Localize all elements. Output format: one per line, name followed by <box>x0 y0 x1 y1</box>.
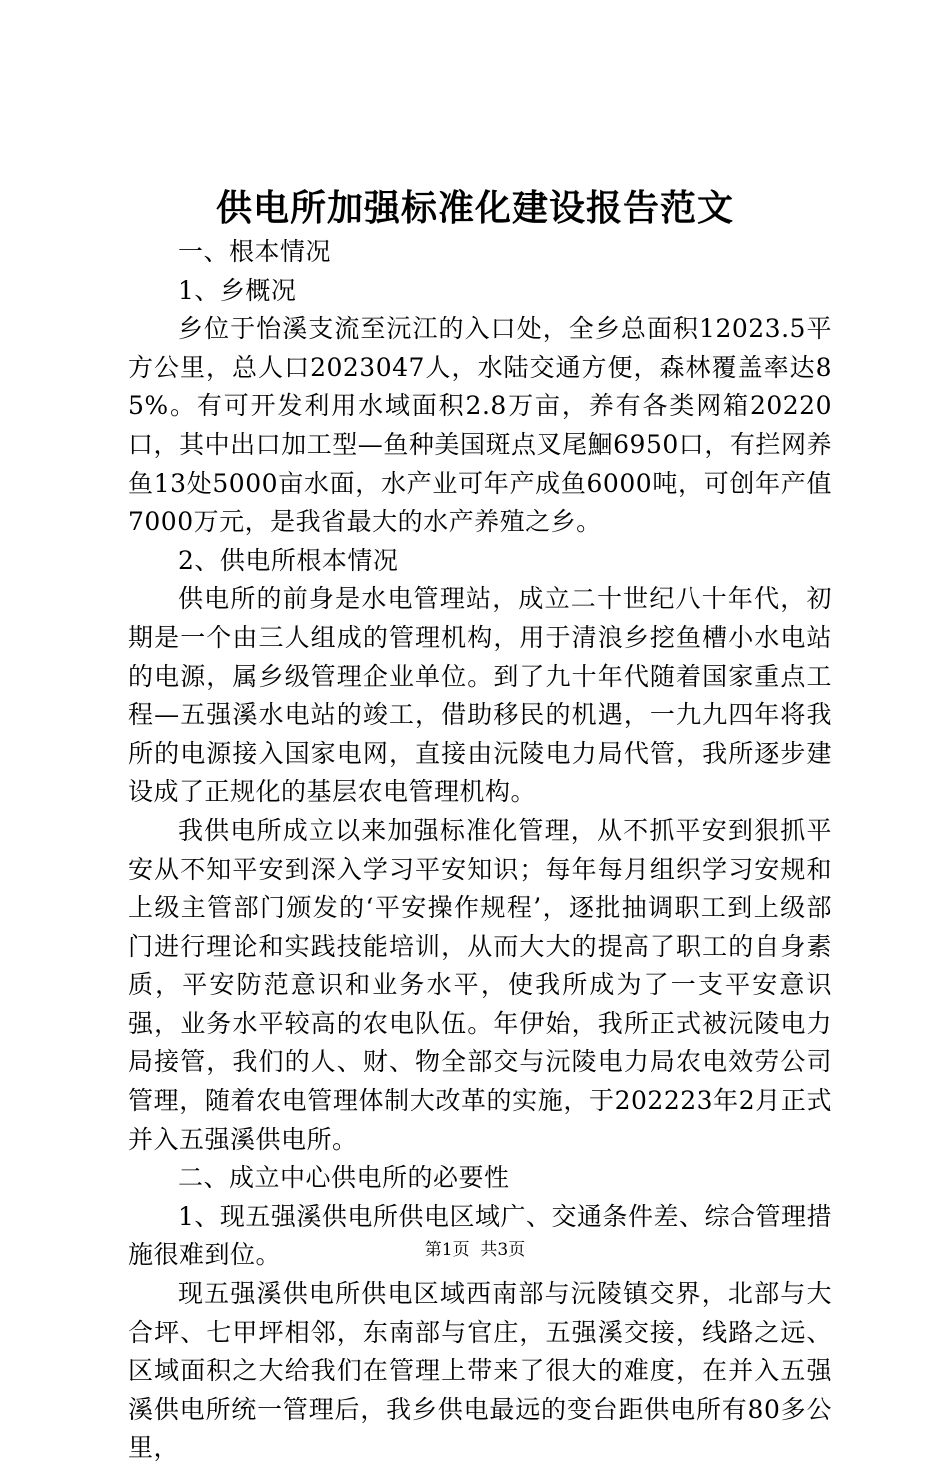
section-heading-basic: 一、根本情况 <box>178 237 332 266</box>
document-title: 供电所加强标准化建设报告范文 <box>215 187 734 229</box>
subheading-necessity-1: 1、现五强溪供电所供电区域广、交通条件差、综合管理措施很难到位。 <box>128 1201 832 1270</box>
paragraph-station-history: 供电所的前身是水电管理站，成立二十世纪八十年代，初期是一个由三人组成的管理机构，用于清浪乡挖鱼槽小水电站的电源，属乡级管理企业单位。到了九十年代随着国家重点工程—五强溪水电站的竣工，借助移民的机遇，一九九四年将我所的电源接入国家电网，直接由沅陵电力局代管，我所逐步建设成了正规化的基层农电管理机构。 <box>128 584 832 807</box>
document-body <box>128 233 832 1468</box>
footer-separator <box>470 1240 481 1260</box>
page-footer <box>0 1238 950 1262</box>
page-number: 第1页 <box>424 1240 470 1260</box>
paragraph-station-management: 我供电所成立以来加强标准化管理，从不抓平安到狠抓平安从不知平安到深入学习平安知识；每年每月组织学习安规和上级主管部门颁发的‘平安操作规程’，逐批抽调职工到上级部门进行理论和实践技能培训，从而大大的提高了职工的自身素质，平安防范意识和业务水平，使我所成为了一支平安意识强，业务水平较高的农电队伍。年伊始，我所正式被沅陵电力局接管，我们的人、财、物全部交与沅陵电力局农电效劳公司管理，随着农电管理体制大改革的实施，于202223年2月正式并入五强溪供电所。 <box>128 815 832 1154</box>
page-total: 共3页 <box>480 1240 526 1260</box>
paragraph-service-area: 现五强溪供电所供电区域西南部与沅陵镇交界，北部与大合坪、七甲坪相邻，东南部与官庄，五强溪交接，线路之远、区域面积之大给我们在管理上带来了很大的难度，在并入五强溪供电所统一管理后，我乡供电最远的变台距供电所有80多公里， <box>128 1279 832 1463</box>
subheading-township-overview: 1、乡概况 <box>178 275 297 305</box>
section-heading-necessity: 二、成立中心供电所的必要性 <box>178 1163 510 1193</box>
subheading-station-basic: 2、供电所根本情况 <box>178 545 399 575</box>
paragraph-township-overview: 乡位于怡溪支流至沅江的入口处，全乡总面积12023.5平方公里，总人口2023047人，水陆交通方便，森林覆盖率达85%。有可开发利用水域面积2.8万亩，养有各类网箱20220口，其中出口加工型—鱼种美国斑点叉尾鮰6950口，有拦网养鱼13处5000亩水面，水产业可年产成鱼6000吨，可创年产值7000万元，是我省最大的水产养殖之乡。 <box>128 314 832 537</box>
